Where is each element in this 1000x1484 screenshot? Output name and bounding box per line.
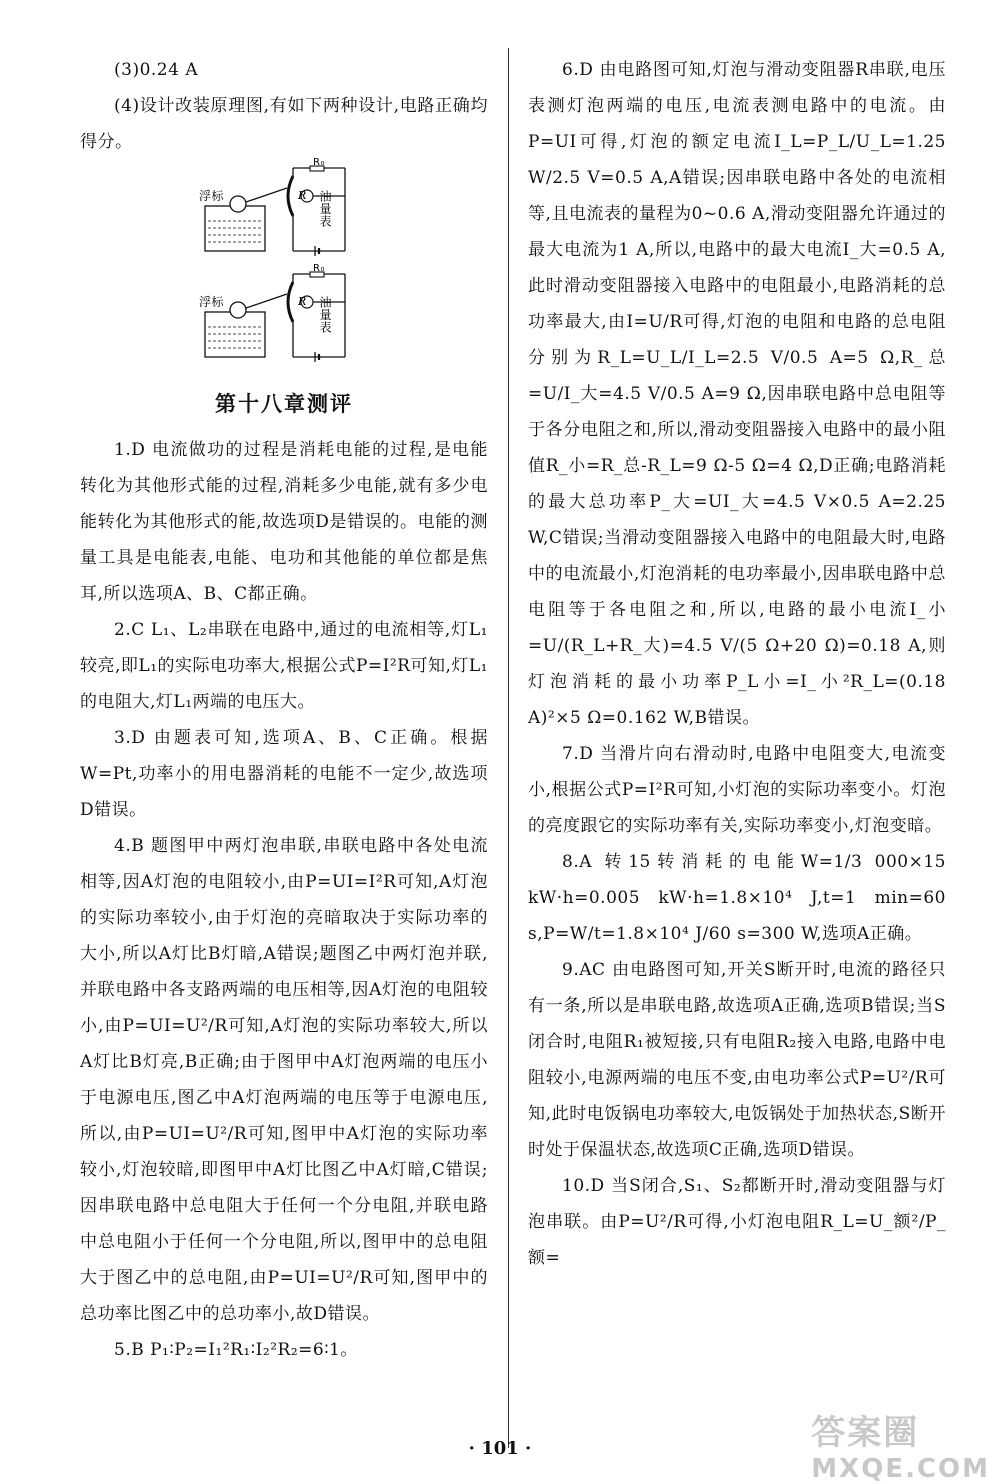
page-number: · 101 · [468, 1438, 532, 1459]
r0-label: R₀ [313, 157, 325, 168]
float-label: 浮标 [199, 189, 225, 203]
chapter-title: 第十八章测评 [215, 391, 353, 416]
answer-q3: 3.D 由题表可知,选项A、B、C正确。根据W=Pt,功率小的用电器消耗的电能不一定少,故选项D错误。 [80, 728, 488, 820]
answer-q6: 6.D 由电路图可知,灯泡与滑动变阻器R串联,电压表测灯泡两端的电压,电流表测电路中的电流。由P=UI可得,灯泡的额定电流I_L=P_L/U_L=1.25 W/2.5 V=0.5 A,A错误;因串联电路中各处的电流相等,且电流表的量程为0~0.6 A,滑动变阻器允许通过的最大电流为1 A,所以,电路中的最大电流I_大=0.5 A,此时滑动变阻器接入电路中的电阻最小,电路消耗的总功率最大,由I=U/R可得,灯泡的电阻和电路的总电阻分别为R_L=U_L/I_L=2.5 V/0.5 A=5 Ω,R_总=U/I_大=4.5 V/0.5 A=9 Ω,因串联电路中总电阻等于各分电阻之和,所以,滑动变阻器接入电路中的最小阻值R_小=R_总-R_L=9 Ω-5 Ω=4 Ω,D正确;电路消耗的最大总功率P_大=UI_大=4.5 V×0.5 A=2.25 W,C错误;当滑动变阻器接入电路中的电阻最大时,电路中的电流最小,灯泡消耗的电功率最小,因串联电路中总电阻等于各电阻之和,所以,电路的最小电流I_小=U/(R_L+R_大)=4.5 V/(5 Ω+20 Ω)=0.18 A,则灯泡消耗的最小功率P_L小=I_小²R_L=(0.18 A)²×5 Ω=0.162 W,B错误。 [528, 60, 946, 728]
circuit-diagram-2 [195, 263, 365, 372]
column-divider [508, 48, 509, 1448]
r-label: R [298, 295, 307, 308]
answer-q2: 2.C L₁、L₂串联在电路中,通过的电流相等,灯L₁较亮,即L₁的实际电功率大,根据公式P=I²R可知,灯L₁的电阻大,灯L₁两端的电压大。 [80, 620, 488, 712]
right-column [528, 52, 946, 1276]
r0-label: R₀ [313, 263, 325, 274]
answer-q10: 10.D 当S闭合,S₁、S₂都断开时,滑动变阻器与灯泡串联。由P=U²/R可得,小灯泡电阻R_L=U_额²/P_额= [528, 1176, 946, 1268]
left-column [80, 52, 488, 1368]
answer-3: (3)0.24 A [114, 60, 199, 80]
float-label: 浮标 [199, 295, 225, 309]
answer-q1: 1.D 电流做功的过程是消耗电能的过程,是电能转化为其他形式能的过程,消耗多少电能,就有多少电能转化为其他形式的能,故选项D是错误的。电能的测量工具是电能表,电能、电功和其他能的单位都是焦耳,所以选项A、B、C都正确。 [80, 440, 488, 604]
answer-q7: 7.D 当滑片向右滑动时,电路中电阻变大,电流变小,根据公式P=I²R可知,小灯泡的实际功率变小。灯泡的亮度跟它的实际功率有关,实际功率变小,灯泡变暗。 [528, 744, 946, 836]
answer-q5: 5.B P₁∶P₂=I₁²R₁∶I₂²R₂=6∶1。 [114, 1340, 358, 1360]
answer-q4: 4.B 题图甲中两灯泡串联,串联电路中各处电流相等,因A灯泡的电阻较小,由P=UI=I²R可知,A灯泡的实际功率较小,由于灯泡的亮暗取决于实际功率的大小,所以A灯比B灯暗,A错误;题图乙中两灯泡并联,并联电路中各支路两端的电压相等,因A灯泡的电阻较小,由P=UI=U²/R可知,A灯泡的实际功率较大,所以A灯比B灯亮,B正确;由于图甲中A灯泡两端的电压小于电源电压,图乙中A灯泡两端的电压等于电源电压,所以,由P=UI=U²/R可知,图甲中A灯泡的实际功率较小,灯泡较暗,即图甲中A灯比图乙中A灯暗,C错误;因串联电路中总电阻大于任何一个分电阻,并联电路中总电阻小于任何一个分电阻,所以,图甲中的总电阻大于图乙中的总电阻,由P=UI=U²/R可知,图甲中的总功率比图乙中的总功率小,故D错误。 [80, 836, 488, 1324]
answer-4: (4)设计改装原理图,有如下两种设计,电路正确均得分。 [80, 96, 488, 152]
watermark-line1: 答案圈 [811, 1413, 920, 1453]
answer-q9: 9.AC 由电路图可知,开关S断开时,电流的路径只有一条,所以是串联电路,故选项A正确,选项B错误;当S闭合时,电阻R₁被短接,只有电阻R₂接入电路,电路中电阻较小,电源两端的电压不变,由电功率公式P=U²/R可知,此时电饭锅电功率较大,电饭锅处于加热状态,S断开时处于保温状态,故选项C正确,选项D错误。 [528, 960, 946, 1160]
watermark-logo [811, 1405, 990, 1484]
oil-meter-label: 油量表 [318, 190, 332, 228]
circuit-diagram-1 [195, 157, 365, 266]
watermark-line2: MXQE.COM [811, 1454, 990, 1484]
oil-meter-label: 油量表 [318, 296, 332, 334]
r-label: R [298, 189, 307, 202]
answer-q8: 8.A 转15转消耗的电能W=1/3 000×15 kW·h=0.005 kW·h=1.8×10⁴ J,t=1 min=60 s,P=W/t=1.8×10⁴ J/60 s=300 W,选项A正确。 [528, 852, 946, 944]
